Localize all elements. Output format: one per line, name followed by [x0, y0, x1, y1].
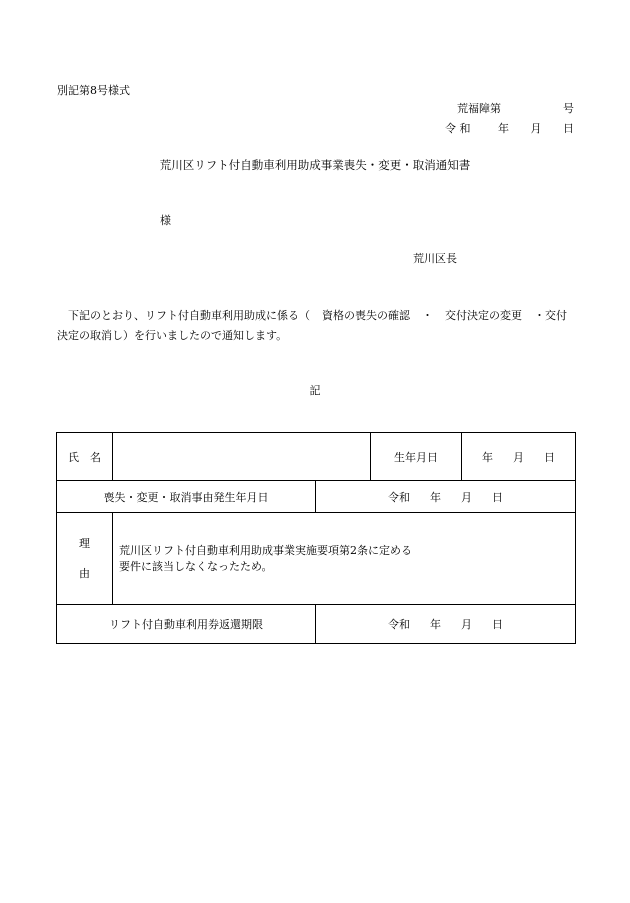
occurrence-day: 日: [492, 490, 503, 504]
birth-label: 生年月日: [371, 433, 462, 481]
document-title: 荒川区リフト付自動車利用助成事業喪失・変更・取消通知書: [159, 158, 471, 172]
body-outro: ）を行いましたので通知します。: [123, 329, 288, 342]
ki-heading: 記: [309, 384, 321, 397]
notice-body: [57, 306, 577, 346]
reason-line-1: 荒川区リフト付自動車利用助成事業実施要項第2条に定める: [119, 543, 412, 557]
body-sep-1: ・: [422, 309, 433, 322]
birth-day: 日: [544, 450, 556, 464]
record-table: [56, 432, 576, 644]
form-number: 別記第8号様式: [57, 84, 130, 97]
reason-text: [113, 513, 576, 605]
reason-line-2: 要件に該当しなくなったため。: [119, 559, 273, 573]
ref-prefix: 荒福障第: [457, 102, 501, 115]
body-item-loss: 資格の喪失の確認: [322, 309, 410, 322]
deadline-date: [316, 605, 576, 644]
issue-year: 年: [498, 122, 509, 135]
ref-suffix: 号: [563, 102, 574, 115]
reference-number: [457, 100, 574, 116]
addressee-suffix: 様: [160, 214, 171, 227]
birth-month: 月: [513, 450, 525, 464]
name-label: 氏 名: [57, 433, 113, 481]
birth-year: 年: [482, 450, 494, 464]
deadline-day: 日: [492, 618, 503, 631]
occurrence-date: [316, 481, 576, 513]
body-sep-2: ・: [534, 309, 545, 322]
occurrence-era: 令和: [388, 490, 410, 504]
deadline-year: 年: [430, 618, 441, 631]
reason-label: [57, 513, 113, 605]
reason-label-1: 理: [79, 536, 90, 550]
body-item-cancel: 交付決定の取消し: [57, 309, 567, 342]
occurrence-month: 月: [461, 490, 472, 504]
body-item-change: 交付決定の変更: [445, 309, 522, 322]
sender-name: 荒川区長: [413, 252, 457, 265]
birth-date: [462, 433, 576, 481]
issue-era: 令 和: [445, 122, 471, 135]
issue-day: 日: [563, 122, 574, 135]
issue-month: 月: [530, 122, 542, 135]
deadline-label: リフト付自動車利用券返還期限: [57, 605, 316, 644]
reason-label-2: 由: [79, 566, 90, 580]
deadline-era: 令和: [388, 618, 410, 631]
name-value: [113, 433, 371, 481]
occurrence-label: 喪失・変更・取消事由発生年月日: [57, 481, 316, 513]
occurrence-year: 年: [430, 490, 441, 504]
deadline-month: 月: [461, 618, 472, 631]
issue-date: [445, 120, 574, 136]
body-intro: 下記のとおり、リフト付自動車利用助成に係る（: [68, 309, 310, 322]
